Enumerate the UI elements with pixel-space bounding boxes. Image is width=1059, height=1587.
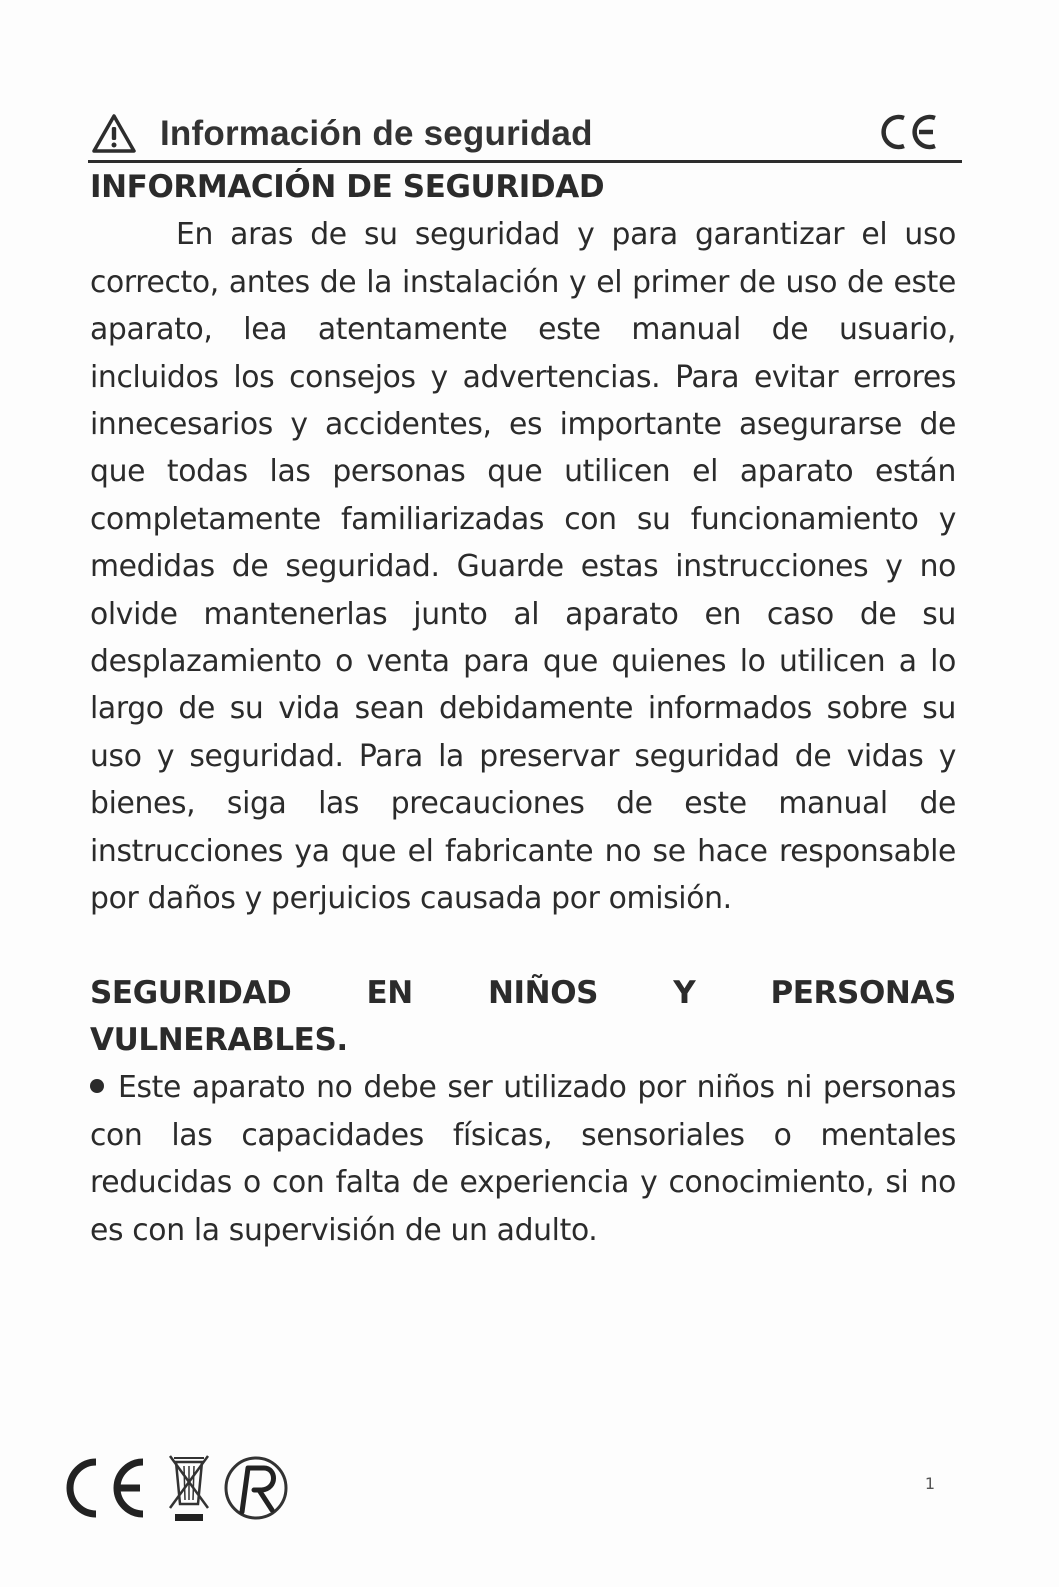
header-title: Información de seguridad (160, 114, 593, 153)
heading-line-1 (90, 970, 956, 1017)
r-circle-icon (226, 1458, 286, 1518)
heading-word: PERSONAS (770, 974, 956, 1011)
safety-info-paragraph: En aras de su seguridad y para garantizar el uso correcto, antes de la instalación y el primer de uso de este aparato, lea atentamente este manual de usuario, incluidos los consejos y advertencias. Para evitar errores innecesarios y accidentes, es importante asegurarse de que todas las personas que utilicen el aparato están completamente familiarizadas con su funcionamiento y medidas de seguridad. Guarde estas instrucciones y no olvide mantenerlas junto al aparato en caso de su desplazamiento o venta para que quienes lo utilicen a lo largo de su vida sean debidamente informados sobre su uso y seguridad. Para la preservar seguridad de vidas y bienes, siga las precauciones de este manual de instrucciones ya que el fabricante no se hace responsable por daños y perjuicios causada por omisión. (90, 217, 956, 917)
ce-mark-icon (878, 112, 940, 152)
section-spacer (90, 923, 956, 970)
bullet-dot-icon (90, 1079, 104, 1093)
footer-certification-logos (58, 1448, 318, 1528)
warning-triangle-icon (92, 114, 136, 154)
weee-bin-icon (170, 1456, 208, 1521)
bullet-text: Este aparato no debe ser utilizado por niños ni personas con las capacidades físicas, sensoriales o mentales reducidas o con falta de experiencia y conocimiento, si no es con la supervisión de un adulto. (90, 1070, 956, 1248)
page-header (88, 108, 962, 163)
heading-word: Y (673, 974, 696, 1011)
section-heading-children-safety (90, 970, 956, 1065)
section-heading-safety-info: INFORMACIÓN DE SEGURIDAD (90, 169, 605, 205)
heading-word: SEGURIDAD (90, 974, 292, 1011)
page-number: 1 (924, 1474, 936, 1493)
heading-word: NIÑOS (488, 974, 599, 1011)
heading-word: EN (366, 974, 413, 1011)
ce-mark-icon (70, 1462, 143, 1514)
heading-line-2: VULNERABLES. (90, 1021, 348, 1058)
document-body (90, 164, 956, 1254)
bullet-item (90, 1064, 956, 1254)
